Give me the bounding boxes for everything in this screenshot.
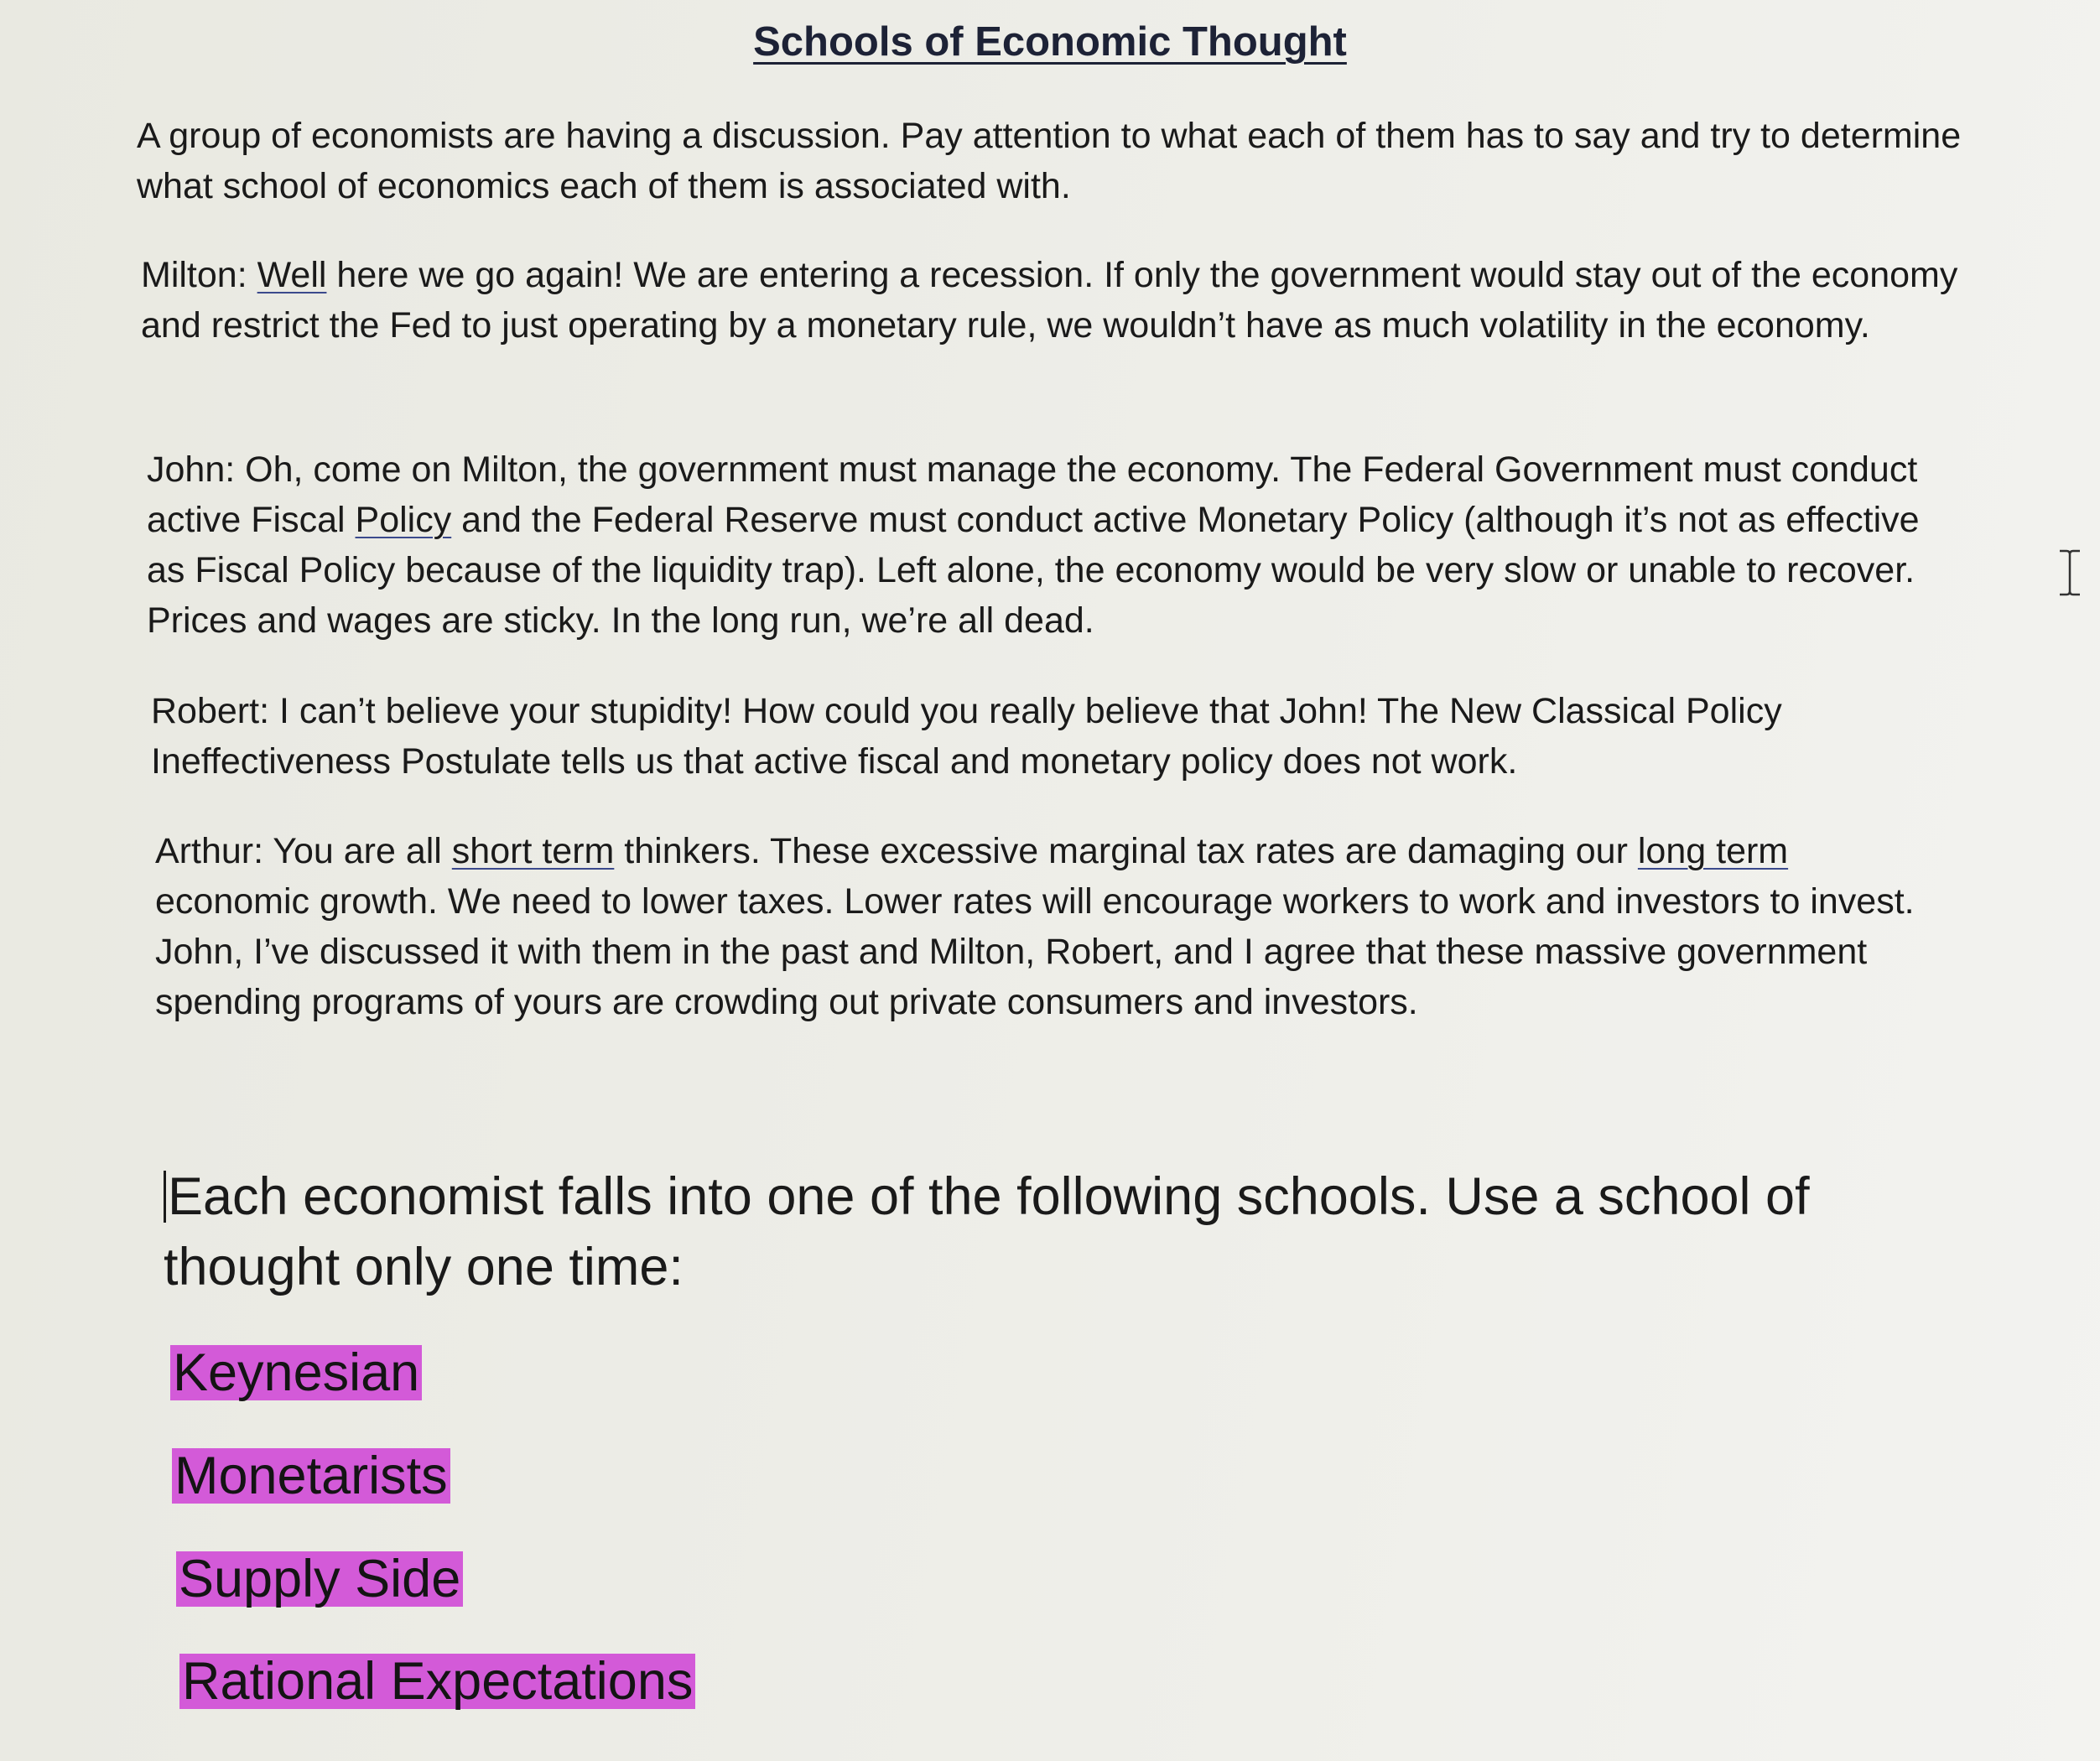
i-beam-cursor-icon [2055,549,2085,596]
school-rational-expectations[interactable]: Rational Expectations [179,1654,695,1709]
robert-paragraph [151,686,1954,787]
milton-paragraph [141,250,1969,351]
john-speaker: John: [147,449,236,490]
robert-text: I can’t believe your stupidity! How could you really believe that John! The New Classical Policy Ineffectiveness Postulate tells us that active fiscal and monetary policy does not work. [151,691,1782,782]
john-text-1: Oh, come on Milton, the government must manage the economy. The Federal Government must conduct active Fiscal [147,449,1918,540]
instructions-paragraph[interactable] [164,1161,1925,1302]
milton-underlined-word: Well [257,255,327,295]
intro-paragraph: A group of economists are having a discussion. Pay attention to what each of them has to say and try to determine what school of economics each of them is associated with. [137,116,1962,206]
school-monetarists[interactable]: Monetarists [172,1448,450,1504]
arthur-speaker: Arthur: [155,831,264,871]
instructions-text: Each economist falls into one of the following schools. Use a school of thought only one time: [164,1167,1810,1296]
john-underlined-word: Policy [355,500,452,540]
school-keynesian[interactable]: Keynesian [170,1345,422,1400]
arthur-text-2: thinkers. These excessive marginal tax rates are damaging our [614,831,1638,871]
milton-speaker: Milton: [141,255,247,295]
arthur-text-1: You are all [263,831,452,871]
text-insertion-cursor [164,1171,166,1223]
school-supply-side[interactable]: Supply Side [176,1551,463,1607]
john-text-2: and the Federal Reserve must conduct active Monetary Policy (although it’s not as effective as Fiscal Policy because of the liquidity trap). Left alone, the economy would be very slow or unable to recover. Prices and wages are sticky. In the long run, we’re all dead. [147,500,1920,641]
document-title-text: Schools of Economic Thought [753,19,1347,65]
milton-text: here we go again! We are entering a recession. If only the government would stay out of the economy and restrict the Fed to just operating by a monetary rule, we wouldn’t have as much volatility in the economy. [141,255,1958,345]
arthur-underlined-short-term: short term [451,831,615,871]
document-title [0,18,2100,65]
arthur-underlined-long-term: long term [1637,831,1789,871]
arthur-paragraph [155,826,1941,1027]
arthur-text-3: economic growth. We need to lower taxes. Lower rates will encourage workers to work and investors to invest. John, I’ve discussed it with them in the past and Milton, Robert, and I agree that these massive government spending programs of yours are crowding out private consumers and investors. [155,881,1915,1022]
john-paragraph [147,444,1950,646]
robert-speaker: Robert: [151,691,270,731]
